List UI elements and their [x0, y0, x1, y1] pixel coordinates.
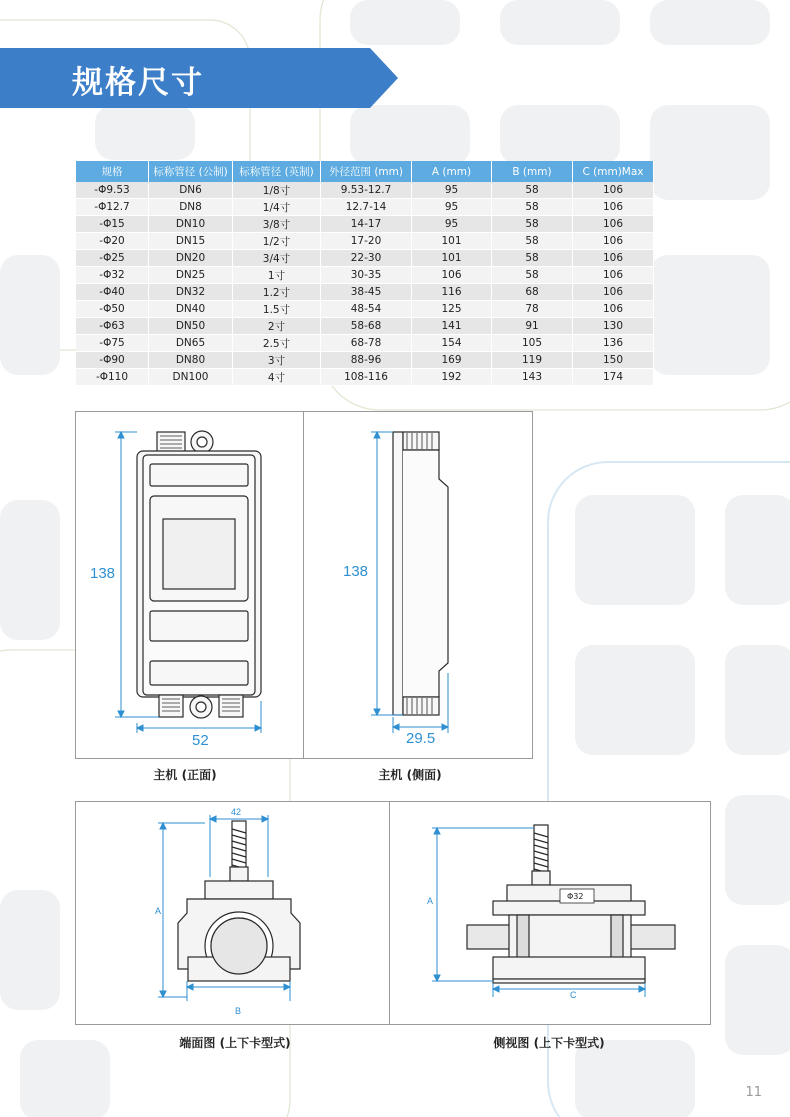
column-header: 外径范围 (mm)	[321, 161, 412, 182]
table-cell: 106	[573, 182, 654, 199]
table-cell: -Φ32	[76, 267, 149, 284]
table-cell: 192	[412, 369, 492, 386]
front-height-label: 138	[90, 565, 116, 582]
clamp-side-caption: 侧视图 (上下卡型式)	[493, 1036, 605, 1050]
table-cell: 3/8寸	[233, 216, 321, 233]
column-header: B (mm)	[492, 161, 573, 182]
table-cell: 88-96	[321, 352, 412, 369]
table-cell: DN8	[149, 199, 233, 216]
column-header: 规格	[76, 161, 149, 182]
table-cell: 1寸	[233, 267, 321, 284]
clamp-a-dimension: A	[427, 896, 434, 906]
table-cell: 106	[573, 216, 654, 233]
table-cell: 136	[573, 335, 654, 352]
table-cell: 174	[573, 369, 654, 386]
table-cell: 58	[492, 216, 573, 233]
clamp-side-drawing	[389, 801, 709, 1023]
table-cell: 106	[573, 301, 654, 318]
table-row	[76, 250, 654, 267]
table-cell: 125	[412, 301, 492, 318]
table-cell: DN65	[149, 335, 233, 352]
side-view-caption: 主机 (侧面)	[378, 768, 442, 782]
table-row	[76, 369, 654, 386]
table-row	[76, 301, 654, 318]
table-cell: -Φ12.7	[76, 199, 149, 216]
table-row	[76, 267, 654, 284]
table-row	[76, 233, 654, 250]
table-cell: 68	[492, 284, 573, 301]
side-height-label: 138	[343, 563, 369, 580]
table-row	[76, 352, 654, 369]
table-cell: DN50	[149, 318, 233, 335]
table-cell: 58	[492, 267, 573, 284]
column-header: 标称管径 (公制)	[149, 161, 233, 182]
table-cell: 154	[412, 335, 492, 352]
table-cell: 119	[492, 352, 573, 369]
table-cell: 95	[412, 216, 492, 233]
table-cell: 106	[573, 233, 654, 250]
table-cell: 58	[492, 233, 573, 250]
table-cell: -Φ9.53	[76, 182, 149, 199]
end-a-dimension: A	[155, 906, 162, 916]
table-cell: 141	[412, 318, 492, 335]
table-cell: DN15	[149, 233, 233, 250]
table-cell: 169	[412, 352, 492, 369]
table-cell: 1.5寸	[233, 301, 321, 318]
table-row	[76, 284, 654, 301]
clamp-c-dimension: C	[570, 990, 577, 1000]
table-cell: -Φ110	[76, 369, 149, 386]
table-cell: 2寸	[233, 318, 321, 335]
front-view-caption: 主机 (正面)	[153, 768, 217, 782]
table-cell: 3寸	[233, 352, 321, 369]
table-cell: 58	[492, 250, 573, 267]
table-cell: 38-45	[321, 284, 412, 301]
table-cell: 58	[492, 199, 573, 216]
table-cell: -Φ15	[76, 216, 149, 233]
side-depth-label: 29.5	[406, 730, 436, 747]
page-number: 11	[745, 1085, 762, 1100]
table-cell: 12.7-14	[321, 199, 412, 216]
table-cell: 58-68	[321, 318, 412, 335]
table-cell: DN25	[149, 267, 233, 284]
end-top-dimension: 42	[231, 807, 242, 817]
table-cell: 1/4寸	[233, 199, 321, 216]
table-cell: 106	[573, 267, 654, 284]
table-cell: 95	[412, 199, 492, 216]
table-cell: 9.53-12.7	[321, 182, 412, 199]
table-cell: -Φ25	[76, 250, 149, 267]
table-cell: DN100	[149, 369, 233, 386]
table-cell: 1.2寸	[233, 284, 321, 301]
table-cell: 48-54	[321, 301, 412, 318]
table-cell: 106	[573, 199, 654, 216]
table-row	[76, 182, 654, 199]
table-cell: -Φ90	[76, 352, 149, 369]
spec-table	[76, 161, 654, 386]
table-cell: 106	[573, 284, 654, 301]
table-cell: 105	[492, 335, 573, 352]
table-row	[76, 199, 654, 216]
table-cell: 3/4寸	[233, 250, 321, 267]
table-cell: 106	[412, 267, 492, 284]
table-row	[76, 335, 654, 352]
table-cell: DN6	[149, 182, 233, 199]
table-cell: 58	[492, 182, 573, 199]
table-cell: 17-20	[321, 233, 412, 250]
table-cell: 101	[412, 233, 492, 250]
end-view-caption: 端面图 (上下卡型式)	[179, 1036, 291, 1050]
pipe-size-label: Φ32	[567, 892, 584, 901]
table-cell: 78	[492, 301, 573, 318]
table-cell: -Φ40	[76, 284, 149, 301]
table-cell: 30-35	[321, 267, 412, 284]
table-row	[76, 216, 654, 233]
table-cell: -Φ63	[76, 318, 149, 335]
table-cell: DN32	[149, 284, 233, 301]
end-b-dimension: B	[235, 1006, 242, 1016]
page-title: 规格尺寸	[72, 65, 204, 101]
table-cell: 14-17	[321, 216, 412, 233]
table-cell: 101	[412, 250, 492, 267]
table-cell: 4寸	[233, 369, 321, 386]
table-cell: DN10	[149, 216, 233, 233]
table-cell: DN20	[149, 250, 233, 267]
table-cell: 1/2寸	[233, 233, 321, 250]
end-view-drawing	[75, 801, 389, 1023]
table-cell: 130	[573, 318, 654, 335]
table-cell: DN40	[149, 301, 233, 318]
table-cell: 1/8寸	[233, 182, 321, 199]
table-cell: 106	[573, 250, 654, 267]
table-cell: 2.5寸	[233, 335, 321, 352]
table-cell: -Φ75	[76, 335, 149, 352]
column-header: C (mm)Max	[573, 161, 654, 182]
table-cell: 95	[412, 182, 492, 199]
table-cell: 108-116	[321, 369, 412, 386]
table-cell: 150	[573, 352, 654, 369]
table-row	[76, 318, 654, 335]
table-cell: DN80	[149, 352, 233, 369]
table-cell: 22-30	[321, 250, 412, 267]
table-cell: 91	[492, 318, 573, 335]
table-cell: -Φ20	[76, 233, 149, 250]
table-header-row	[76, 161, 654, 182]
table-cell: 116	[412, 284, 492, 301]
front-view-drawing	[75, 411, 303, 757]
table-cell: 68-78	[321, 335, 412, 352]
column-header: A (mm)	[412, 161, 492, 182]
table-cell: 143	[492, 369, 573, 386]
table-cell: -Φ50	[76, 301, 149, 318]
front-width-label: 52	[192, 732, 209, 749]
side-view-drawing	[303, 411, 531, 757]
column-header: 标称管径 (英制)	[233, 161, 321, 182]
